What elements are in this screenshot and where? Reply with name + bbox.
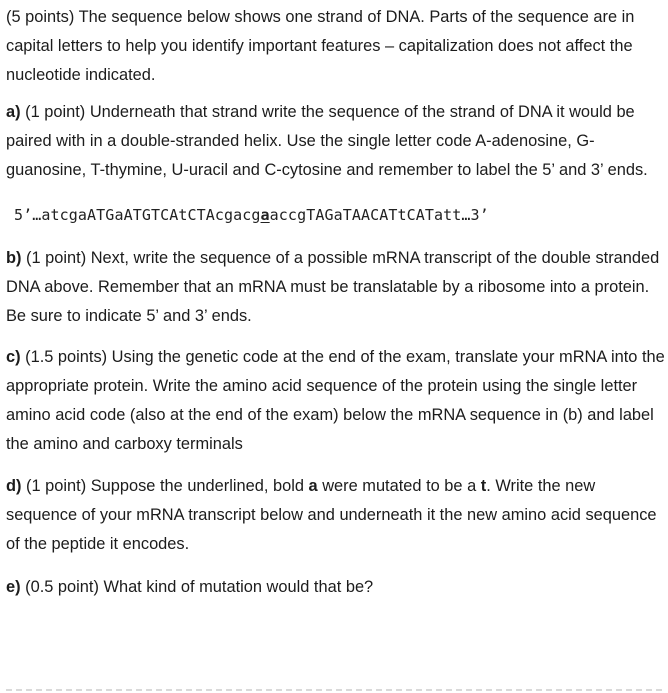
answer-divider: [6, 689, 662, 691]
dna-sequence: [14, 201, 666, 230]
question-d-text-3: . Write the new sequence of your mRNA transcript below and underneath it the new amino acid sequence of the peptide it encodes.: [6, 477, 657, 553]
question-a: [6, 98, 666, 185]
question-c-text: (1.5 points) Using the genetic code at the end of the exam, translate your mRNA into the appropriate protein. Write the amino acid sequence of the protein using the single letter amino acid code (also at the end of the exam) below the mRNA sequence in (b) and label the amino and carboxy terminals: [6, 348, 665, 453]
question-d: [6, 472, 666, 559]
question-d-bold-a: a: [308, 477, 318, 495]
question-a-text: (1 point) Underneath that strand write the sequence of the strand of DNA it would be paired with in a double-stranded helix. Use the single letter code A-adenosine, G-guanosine, T-thymine, U-uracil and C-cytosine and remember to label the 5’ and 3’ ends.: [6, 103, 648, 179]
dna-sequence-before: 5’…atcgaATGaATGTCAtCTAcgacg: [14, 206, 261, 224]
question-e-text: (0.5 point) What kind of mutation would that be?: [20, 578, 374, 596]
question-c: [6, 343, 666, 459]
question-c-label: c): [6, 348, 21, 366]
question-e: [6, 573, 666, 602]
question-b-label: b): [6, 249, 22, 267]
intro-paragraph: [6, 3, 666, 90]
mutated-base: a: [260, 206, 270, 224]
question-a-label: a): [6, 103, 21, 121]
question-d-bold-t: t: [480, 477, 487, 495]
question-b: [6, 244, 666, 331]
question-d-text-1: (1 point) Suppose the underlined, bold: [21, 477, 309, 495]
intro-text: (5 points) The sequence below shows one strand of DNA. Parts of the sequence are in capital letters to help you identify important features – capitalization does not affect the nucleotide indicated.: [6, 8, 635, 84]
question-d-text-2: were mutated to be a: [317, 477, 481, 495]
document: [6, 3, 666, 602]
question-b-text: (1 point) Next, write the sequence of a possible mRNA transcript of the double stranded DNA above. Remember that an mRNA must be translatable by a ribosome into a protein. Be sure to indicate 5’ and 3’ ends.: [6, 249, 660, 325]
question-e-label: e): [6, 578, 21, 596]
dna-sequence-after: accgTAGaTAACATtCATatt…3’: [269, 206, 489, 224]
question-d-label: d): [6, 477, 22, 495]
